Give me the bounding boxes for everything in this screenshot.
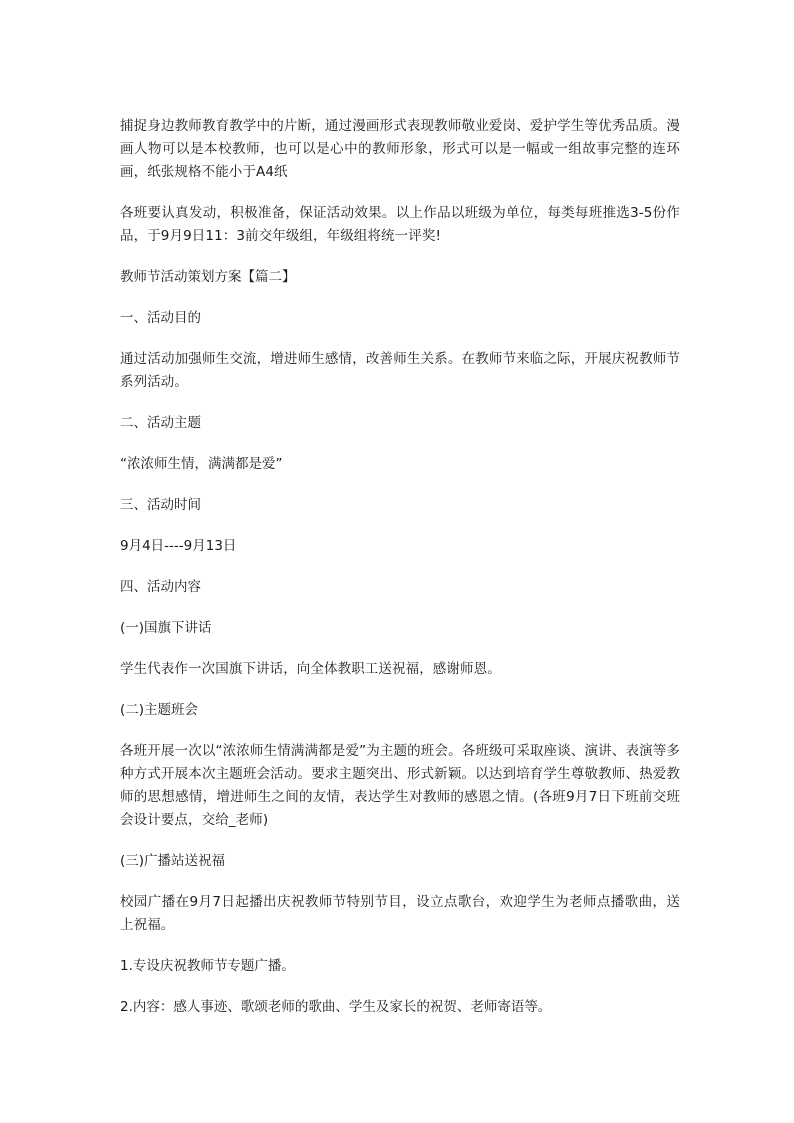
- paragraph-class-meeting: 各班开展一次以“浓浓师生情满满都是爱”为主题的班会。各班级可采取座谈、演讲、表演等多种方式开展本次主题班会活动。要求主题突出、形式新颖。以达到培育学生尊敬教师、热爱教师的思想感情，增进师生之间的友情，表达学生对教师的感恩之情。(各班9月7日下班前交班会设计要点，交给_老师): [120, 743, 680, 828]
- paragraph-comic-requirements: 捕捉身边教师教育教学中的片断，通过漫画形式表现教师敬业爱岗、爱护学生等优秀品质。漫画人物可以是本校教师，也可以是心中的教师形象，形式可以是一幅或一组故事完整的连环画，纸张规格不能小于A4纸: [120, 118, 680, 180]
- document-body: [120, 115, 680, 1037]
- list-item-broadcast-2: 2.内容：感人事迹、歌颂老师的歌曲、学生及家长的祝贺、老师寄语等。: [120, 999, 552, 1015]
- paragraph-activity-theme: “浓浓师生情，满满都是爱”: [120, 456, 283, 472]
- heading-broadcast: (三)广播站送祝福: [120, 853, 226, 869]
- heading-class-meeting: (二)主题班会: [120, 702, 199, 718]
- paragraph-activity-time: 9月4日----9月13日: [120, 538, 237, 554]
- section-title-part-two: 教师节活动策划方案【篇二】: [120, 269, 296, 285]
- paragraph-submission-notice: 各班要认真发动，积极准备，保证活动效果。以上作品以班级为单位，每类每班推选3-5份作品，于9月9日11：3前交年级组，年级组将统一评奖!: [120, 205, 680, 244]
- heading-activity-theme: 二、活动主题: [120, 415, 201, 431]
- heading-activity-purpose: 一、活动目的: [120, 310, 201, 326]
- paragraph-broadcast: 校园广播在9月7日起播出庆祝教师节特别节目，设立点歌台，欢迎学生为老师点播歌曲，送上祝福。: [120, 894, 680, 933]
- heading-activity-content: 四、活动内容: [120, 579, 201, 595]
- list-item-broadcast-1: 1.专设庆祝教师节专题广播。: [120, 958, 295, 974]
- heading-activity-time: 三、活动时间: [120, 497, 201, 513]
- paragraph-activity-purpose: 通过活动加强师生交流，增进师生感情，改善师生关系。在教师节来临之际，开展庆祝教师节系列活动。: [120, 351, 680, 390]
- paragraph-flag-speech: 学生代表作一次国旗下讲话，向全体教职工送祝福，感谢师恩。: [120, 661, 501, 677]
- heading-flag-speech: (一)国旗下讲话: [120, 620, 212, 636]
